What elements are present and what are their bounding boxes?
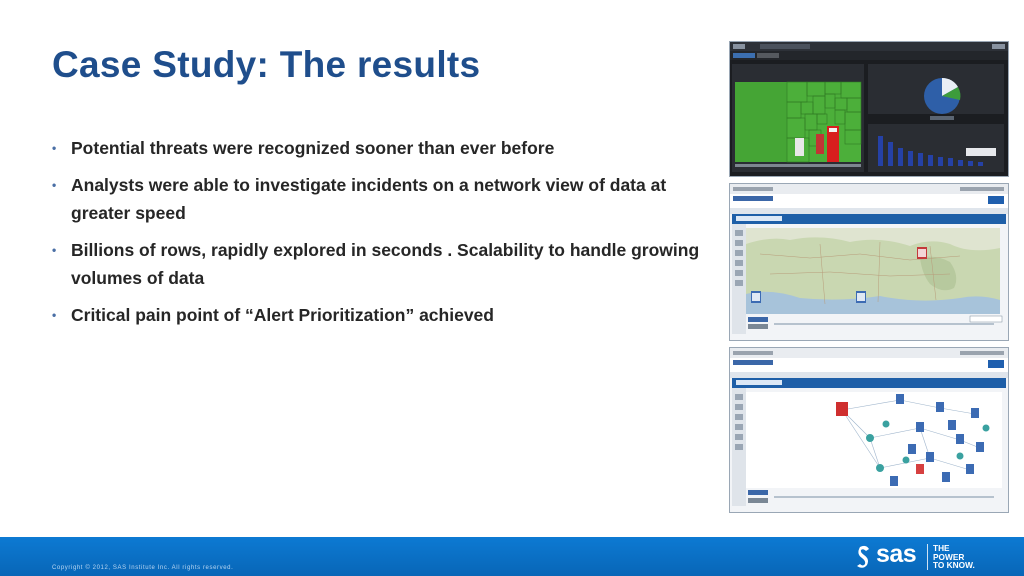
results-bullet-list — [52, 134, 712, 338]
bullet-text: Billions of rows, rapidly explored in seconds . Scalability to handle growing volumes of data — [71, 240, 700, 288]
logo-divider — [927, 544, 928, 570]
network-graph-screenshot — [729, 347, 1009, 513]
map-thumbnail-image — [730, 184, 1008, 340]
bullet-dot-icon: • — [52, 178, 57, 192]
copyright-text: Copyright © 2012, SAS Institute Inc. All rights reserved. — [52, 565, 234, 571]
tagline-line: TO KNOW. — [933, 560, 975, 571]
dashboard-screenshot — [729, 41, 1009, 177]
bullet-text: Potential threats were recognized sooner than ever before — [71, 138, 555, 158]
slide-title: Case Study: The results — [52, 44, 481, 85]
sas-wordmark: sas — [876, 540, 917, 568]
network-map-screenshot — [729, 183, 1009, 341]
bullet-text: Analysts were able to investigate incidents on a network view of data at greater speed — [71, 175, 667, 223]
bullet-text: Critical pain point of “Alert Prioritization” achieved — [71, 305, 494, 325]
bullet-item — [52, 134, 712, 162]
bullet-item — [52, 301, 712, 329]
bullet-dot-icon: • — [52, 308, 57, 322]
graph-thumbnail-image — [730, 348, 1008, 512]
bullet-dot-icon: • — [52, 141, 57, 155]
bullet-dot-icon: • — [52, 243, 57, 257]
sas-tagline — [933, 544, 975, 570]
bullet-item — [52, 236, 712, 292]
dashboard-thumbnail-image — [730, 42, 1008, 176]
tagline-line: THE — [933, 543, 950, 553]
bullet-item — [52, 171, 712, 227]
tagline-line: POWER — [933, 551, 965, 562]
